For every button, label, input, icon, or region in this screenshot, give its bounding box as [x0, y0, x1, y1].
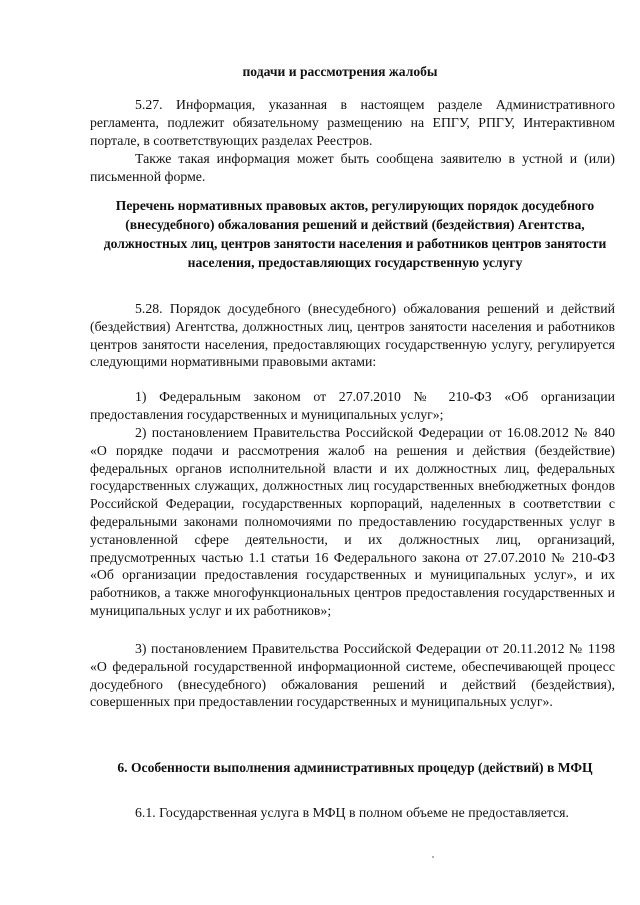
paragraph-6-1: 6.1. Государственная услуга в МФЦ в полном объеме не предоставляется.	[135, 805, 569, 820]
list-item-1: 1) Федеральным законом от 27.07.2010 № 210-ФЗ «Об организации предоставления государственных и муниципальных услуг»;	[90, 389, 615, 422]
scan-speck	[432, 856, 434, 858]
list-item-3: 3) постановлением Правительства Российской Федерации от 20.11.2012 № 1198 «О федеральной государственной информационной системе, обеспечивающей процесс досудебного (внесудебного) обжалования решений и действий (бездействия), совершенных при предоставлении государственных и муниципальных услуг».	[90, 641, 615, 710]
paragraph-5-27: 5.27. Информация, указанная в настоящем разделе Административного регламента, подлежит обязательному размещению на ЕПГУ, РПГУ, Интерактивном портале, в соответствующих разделах Реестров.	[90, 97, 615, 148]
paragraph-5-28: 5.28. Порядок досудебного (внесудебного) обжалования решений и действий (бездействия) Агентства, должностных лиц, центров занятости населения и работников центров занятости населения, предоставляющих государственную услугу, регулируется следующими нормативными правовыми актами:	[90, 301, 615, 370]
paragraph-also-info: Также такая информация может быть сообщена заявителю в устной и (или) письменной форме.	[90, 151, 615, 184]
list-item-2: 2) постановлением Правительства Российской Федерации от 16.08.2012 № 840 «О порядке подачи и рассмотрения жалоб на решения и действия (бездействие) федеральных органов исполнительной власти и их должностных лиц, федеральных государственных служащих, должностных лиц государственных внебюджетных фондов Российской Федерации, государственных корпораций, наделенных в соответствии с федеральными законами полномочиями по предоставлению государственных услуг в установленной сфере деятельности, и их должностных лиц, организаций, предусмотренных частью 1.1 статьи 16 Федерального закона от 27.07.2010 № 210-ФЗ «Об организации предоставления государственных и муниципальных услуг», и их работников, а также многофункциональных центров предоставления государственных и муниципальных услуг и их работников»;	[90, 425, 615, 618]
section-heading-6: 6. Особенности выполнения административных процедур (действий) в МФЦ	[117, 760, 593, 775]
section-heading-complaint-end: подачи и рассмотрения жалобы	[242, 64, 438, 79]
section-heading-legal-acts: Перечень нормативных правовых актов, регулирующих порядок досудебного (внесудебного) обжалования решений и действий (бездействия) Агентства, должностных лиц, центров занятости населения и работников центров занятости населения, предоставляющих государственную услугу	[103, 198, 607, 270]
